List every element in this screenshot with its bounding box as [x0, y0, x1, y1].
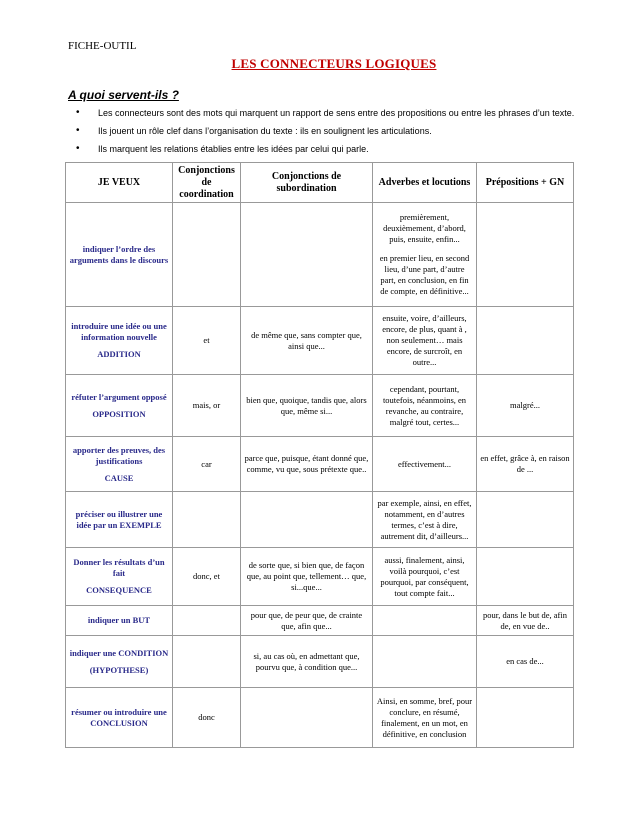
cell-adverbs [373, 203, 477, 307]
cell-subord [241, 688, 373, 748]
cell-want [66, 606, 173, 636]
header-adverbes: Adverbes et locutions [373, 163, 477, 203]
bullet-item: • Ils jouent un rôle clef dans l’organisation du texte : ils en soulignent les articulations. [68, 122, 574, 140]
want-text: apporter des preuves, des justifications [72, 444, 166, 466]
header-je-veux: JE VEUX [66, 163, 173, 203]
want-text: Donner les résultats d’un fait [73, 557, 165, 578]
bullet-item: • Ils marquent les relations établies entre les idées par celui qui parle. [68, 140, 574, 158]
table-row [66, 492, 574, 548]
cell-coord: car [173, 437, 241, 492]
cell-coord [173, 492, 241, 548]
want-text: indiquer l’ordre des arguments dans le discours [69, 243, 169, 265]
category-label: ADDITION [97, 349, 141, 359]
cell-want [66, 307, 173, 375]
cell-prep [477, 548, 574, 606]
cell-prep: en effet, grâce à, en raison de ... [477, 437, 574, 492]
connectors-table [65, 162, 574, 748]
cell-adverbs: effectivement... [373, 437, 477, 492]
fiche-label: FICHE-OUTIL [68, 40, 137, 52]
cell-prep [477, 492, 574, 548]
want-text: indiquer une CONDITION [69, 647, 169, 658]
cell-coord: mais, or [173, 375, 241, 437]
cell-subord [241, 203, 373, 307]
cell-want [66, 375, 173, 437]
cell-prep: malgré... [477, 375, 574, 437]
cell-subord: de même que, sans compter que, ainsi que... [241, 307, 373, 375]
cell-coord [173, 203, 241, 307]
cell-prep: pour, dans le but de, afin de, en vue de.. [477, 606, 574, 636]
table-row [66, 375, 574, 437]
cell-prep: en cas de... [477, 636, 574, 688]
cell-adverbs: cependant, pourtant, toutefois, néanmoins, en revanche, au contraire, malgré tout, certes... [373, 375, 477, 437]
table-row [66, 688, 574, 748]
cell-coord: donc [173, 688, 241, 748]
category-label: CAUSE [104, 472, 134, 483]
table-header-row [66, 163, 574, 203]
cell-adverbs: par exemple, ainsi, en effet, notamment, en d’autres termes, c’est à dire, autrement dit, d’ailleurs... [373, 492, 477, 548]
cell-subord: de sorte que, si bien que, de façon que, au point que, tellement… que, si...que... [241, 548, 373, 606]
cell-want [66, 203, 173, 307]
table-row [66, 636, 574, 688]
cell-adverbs: aussi, finalement, ainsi, voilà pourquoi, c’est pourquoi, par conséquent, tout compte fait... [373, 548, 477, 606]
cell-coord [173, 636, 241, 688]
table-row [66, 203, 574, 307]
bullet-item: • Les connecteurs sont des mots qui marquent un rapport de sens entre des propositions ou entre les phrases d’un texte. [68, 104, 574, 122]
cell-coord: donc, et [173, 548, 241, 606]
page-title: LES CONNECTEURS LOGIQUES [231, 56, 437, 71]
cell-want [66, 688, 173, 748]
section-subtitle: A quoi servent-ils ? [68, 88, 179, 102]
cell-want [66, 636, 173, 688]
cell-adverbs: Ainsi, en somme, bref, pour conclure, en résumé, finalement, en un mot, en définitive, en conclusion [373, 688, 477, 748]
cell-subord: bien que, quoique, tandis que, alors que, même si... [241, 375, 373, 437]
want-text: résumer ou introduire une CONCLUSION [71, 706, 167, 728]
cell-adverbs [373, 606, 477, 636]
cell-prep [477, 688, 574, 748]
header-coordination: Conjonctions de coordination [173, 163, 241, 203]
cell-coord: et [173, 307, 241, 375]
cell-subord [241, 492, 373, 548]
cell-prep [477, 203, 574, 307]
table-row [66, 606, 574, 636]
category-label: OPPOSITION [92, 408, 146, 419]
intro-bullets [68, 104, 574, 158]
table-row [66, 437, 574, 492]
adverbs-text: premièrement, deuxièmement, d’abord, puis, ensuite, enfin... [383, 212, 466, 244]
cell-subord: pour que, de peur que, de crainte que, afin que... [241, 606, 373, 636]
cell-coord [173, 606, 241, 636]
cell-want [66, 437, 173, 492]
cell-adverbs [373, 636, 477, 688]
header-prepositions: Prépositions + GN [477, 163, 574, 203]
want-text: préciser ou illustrer une idée par un EXEMPLE [75, 508, 163, 530]
category-label: CONSEQUENCE [86, 585, 152, 595]
cell-subord: si, au cas où, en admettant que, pourvu que, à condition que... [241, 636, 373, 688]
want-text: indiquer un BUT [87, 615, 151, 625]
cell-want [66, 492, 173, 548]
cell-adverbs: ensuite, voire, d’ailleurs, encore, de plus, quant à , non seulement… mais encore, de surcroît, en outre... [373, 307, 477, 375]
header-subordination: Conjonctions de subordination [241, 163, 373, 203]
table-row [66, 307, 574, 375]
want-text: introduire une idée ou une information nouvelle [71, 321, 167, 342]
cell-subord: parce que, puisque, étant donné que, comme, vu que, sous prétexte que.. [241, 437, 373, 492]
want-text: réfuter l’argument opposé [71, 391, 167, 402]
cell-want [66, 548, 173, 606]
table-row [66, 548, 574, 606]
category-label: (HYPOTHESE) [89, 664, 149, 675]
adverbs-text-2: en premier lieu, en second lieu, d’une part, d’autre part, en conclusion, en fin de compte, en définitive... [379, 253, 470, 296]
cell-prep [477, 307, 574, 375]
